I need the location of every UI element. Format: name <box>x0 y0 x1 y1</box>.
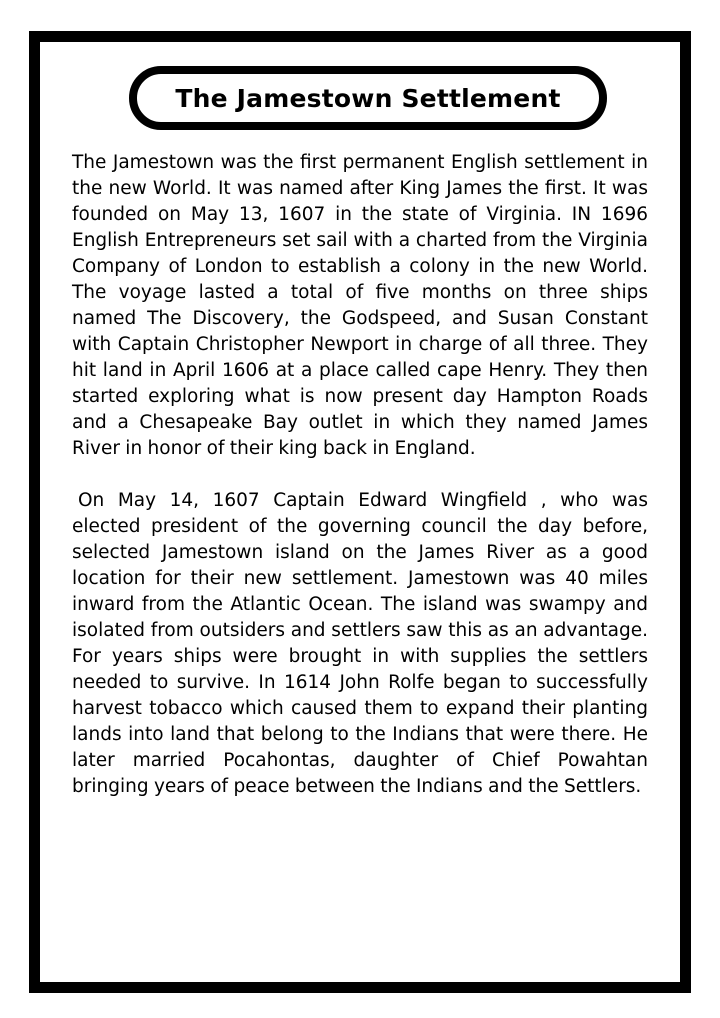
title-banner <box>129 66 607 130</box>
page-border <box>29 31 691 993</box>
body-text <box>72 150 648 800</box>
paragraph-1: The Jamestown was the first permanent English settlement in the new World. It was named after King James the first. It was founded on May 13, 1607 in the state of Virginia. IN 1696 English Entrepreneurs set sail with a charted from the Virginia Company of London to establish a colony in the new World. The voyage lasted a total of five months on three ships named The Discovery, the Godspeed, and Susan Constant with Captain Christopher Newport in charge of all three. They hit land in April 1606 at a place called cape Henry. They then started exploring what is now present day Hampton Roads and a Chesapeake Bay outlet in which they named James River in honor of their king back in England. <box>72 152 648 459</box>
page-title: The Jamestown Settlement <box>175 83 561 113</box>
paragraph-2: On May 14, 1607 Captain Edward Wingfield , who was elected president of the governing council the day before, selected Jamestown island on the James River as a good location for their new settlement. Jamestown was 40 miles inward from the Atlantic Ocean. The island was swampy and isolated from outsiders and settlers saw this as an advantage. For years ships were brought in with supplies the settlers needed to survive. In 1614 John Rolfe began to successfully harvest tobacco which caused them to expand their planting lands into land that belong to the Indians that were there. He later married Pocahontas, daughter of Chief Powahtan bringing years of peace between the Indians and the Settlers. <box>72 490 648 797</box>
